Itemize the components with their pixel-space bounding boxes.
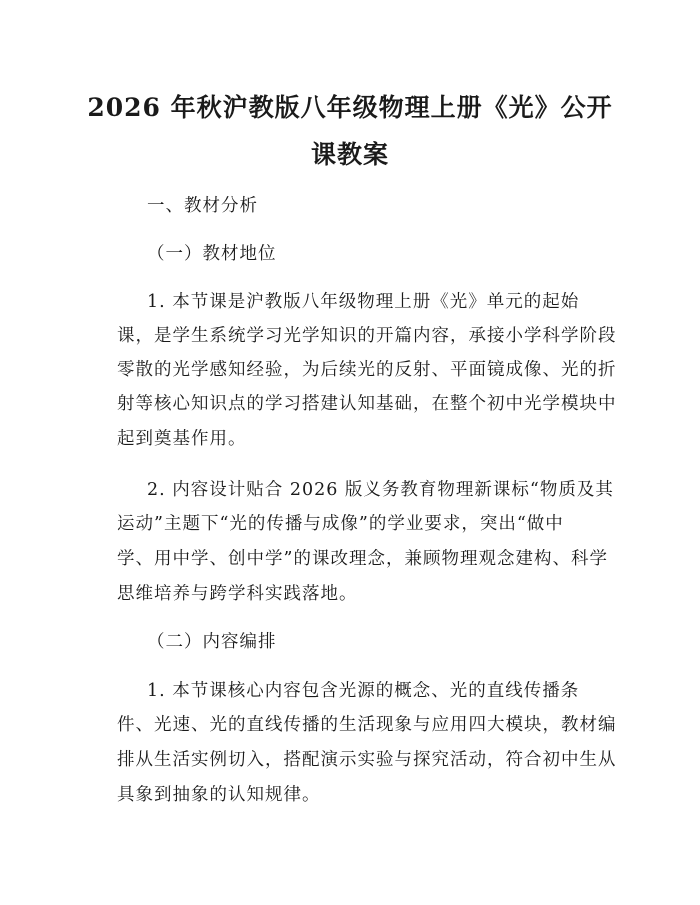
paragraph-line: 具象到抽象的认知规律。 [117,785,321,805]
paragraph-line: 件、光速、光的直线传播的生活现象与应用四大模块，教材编 [117,715,617,735]
paragraph-line: 思维培养与跨学科实践落地。 [117,584,358,604]
subsection-heading-content-arrangement: （二）内容编排 [147,632,277,652]
document-title-line-2: 课教案 [310,140,389,169]
paragraph-line: 起到奠基作用。 [117,429,247,449]
document-title-line-1: 2026 年秋沪教版八年级物理上册《光》公开 [87,93,613,122]
paragraph-line: 课，是学生系统学习光学知识的开篇内容，承接小学科学阶段 [117,326,617,346]
paragraph-line: 零散的光学感知经验，为后续光的反射、平面镜成像、光的折 [117,360,617,380]
paragraph-line: 排从生活实例切入，搭配演示实验与探究活动，符合初中生从 [117,750,617,770]
paragraph-line: 学、用中学、创中学”的课改理念，兼顾物理观念建构、科学 [117,549,608,569]
subsection-heading-textbook-position: （一）教材地位 [147,244,277,264]
section-heading-textbook-analysis: 一、教材分析 [147,196,258,216]
paragraph-line: 2. 内容设计贴合 2026 版义务教育物理新课标“物质及其 [147,480,614,500]
paragraph-line: 1. 本节课核心内容包含光源的概念、光的直线传播条 [147,681,580,701]
paragraph-line: 运动”主题下“光的传播与成像”的学业要求，突出“做中 [117,514,564,534]
paragraph-line: 1. 本节课是沪教版八年级物理上册《光》单元的起始 [147,292,580,312]
paragraph-line: 射等核心知识点的学习搭建认知基础，在整个初中光学模块中 [117,394,617,414]
